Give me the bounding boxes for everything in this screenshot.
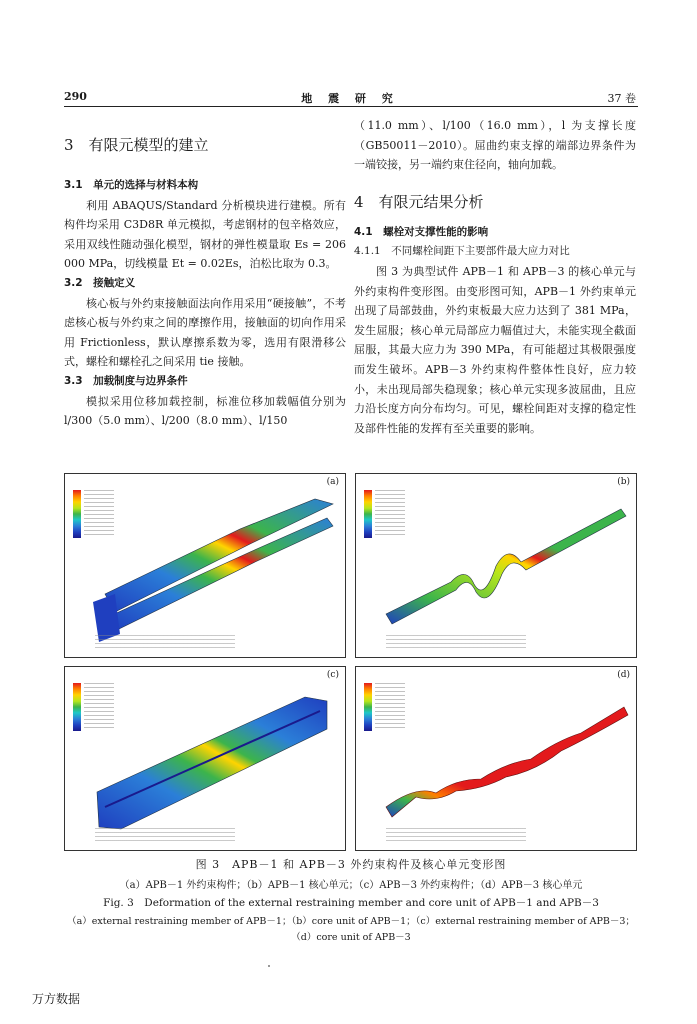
axis-triad — [364, 635, 380, 649]
section-4-1-title: 4.1 螺栓对支撑性能的影响 — [354, 225, 489, 238]
right-column — [354, 116, 636, 438]
legend-footer — [95, 635, 235, 649]
section-3-2-text: 核心板与外约束接触面法向作用采用“硬接触”，不考虑核心板与外约束之间的摩擦作用，接触面的切向作用采用 Frictionless，默认摩擦系数为零，选用有限滑移公式，螺栓和螺栓孔之间采用 tie 接触。 — [64, 296, 346, 369]
caption-cn: 图 3 APB－1 和 APB－3 外约束构件及核心单元变形图 — [195, 858, 507, 871]
journal-title: 地 震 研 究 — [301, 92, 399, 105]
axis-triad — [73, 828, 89, 842]
section-3-3-title: 3.3 加载制度与边界条件 — [64, 374, 188, 387]
deformed-core-unit-d — [356, 667, 637, 851]
deformed-brace-outer-a — [65, 474, 346, 658]
section-4-1-1-title: 4.1.1 不同螺栓间距下主要部件最大应力对比 — [354, 245, 570, 258]
subcaption-en: （a）external restraining member of APB－1；（b）core unit of APB－1；（c）external restraining member of APB－3；（d）core unit of APB－3 — [67, 916, 635, 943]
legend-footer — [386, 828, 526, 842]
legend-footer — [95, 828, 235, 842]
volume-number: 37 卷 — [607, 92, 636, 105]
figure-panel-d — [355, 666, 637, 851]
left-column — [64, 116, 346, 431]
panel-c-label: (c) — [326, 670, 339, 680]
figure-panel-b — [355, 473, 637, 658]
deformed-brace-outer-c — [65, 667, 346, 851]
scan-speck — [268, 965, 270, 967]
figure-panel-c — [64, 666, 346, 851]
section-3-1-title: 3.1 单元的选择与材料本构 — [64, 179, 199, 191]
watermark: 万方数据 — [32, 992, 81, 1006]
section-3-1-text: 利用 ABAQUS/Standard 分析模块进行建模。所有构件均采用 C3D8R 单元模拟，考虑钢材的包辛格效应，采用双线性随动强化模型，钢材的弹性模量取 Es = 206 000 MPa，切线模量 Et = 0.02Es，泊松比取为 0.3。 — [64, 198, 346, 271]
page-number: 290 — [64, 90, 87, 103]
axis-triad — [73, 635, 89, 649]
caption-en: Fig. 3 Deformation of the external restraining member and core unit of APB－1 and APB－3 — [103, 897, 599, 909]
section-3-2-title: 3.2 接触定义 — [64, 276, 136, 289]
subcaption-cn: （a）APB－1 外约束构件；（b）APB－1 核心单元；（c）APB－3 外约束构件；（d）APB－3 核心单元 — [119, 880, 583, 891]
section-3-3-text: 模拟采用位移加载控制，标准位移加载幅值分别为 l/300（5.0 mm）、l/200（8.0 mm）、l/150 — [64, 394, 346, 428]
panel-a-label: (a) — [326, 477, 339, 487]
figure-caption — [64, 856, 638, 946]
figure-panel-a — [64, 473, 346, 658]
deformed-core-unit-b — [356, 474, 637, 658]
header-rule — [64, 106, 638, 107]
legend-footer — [386, 635, 526, 649]
section-4-1-1-text: 图 3 为典型试件 APB－1 和 APB－3 的核心单元与外约束构件变形图。由变形图可知，APB－1 外约束单元出现了局部鼓曲，外约束板最大应力达到了 381 MPa，发生屈服；核心单元局部应力幅值过大，未能实现全截面屈服，其最大应力为 390 MPa，有可能超过其极限强度而发生破坏。APB－3 外约束构件整体性良好，应力较小，未出现局部失稳现象；核心单元实现多波屈曲，且应力沿长度方向分布均匀。可见，螺栓间距对支撑的稳定性及部件性能的发挥有至关重要的影响。 — [354, 264, 636, 435]
section-3-title: 3 有限元模型的建立 — [64, 136, 209, 154]
panel-b-label: (b) — [617, 477, 630, 487]
panel-d-label: (d) — [617, 670, 630, 680]
section-4-title: 4 有限元结果分析 — [354, 192, 484, 211]
axis-triad — [364, 828, 380, 842]
continued-text: （11.0 mm）、l/100（16.0 mm），l 为支撑长度（GB50011－2010）。屈曲约束支撑的端部边界条件为一端铰接，另一端约束住径向，轴向加载。 — [354, 119, 636, 172]
